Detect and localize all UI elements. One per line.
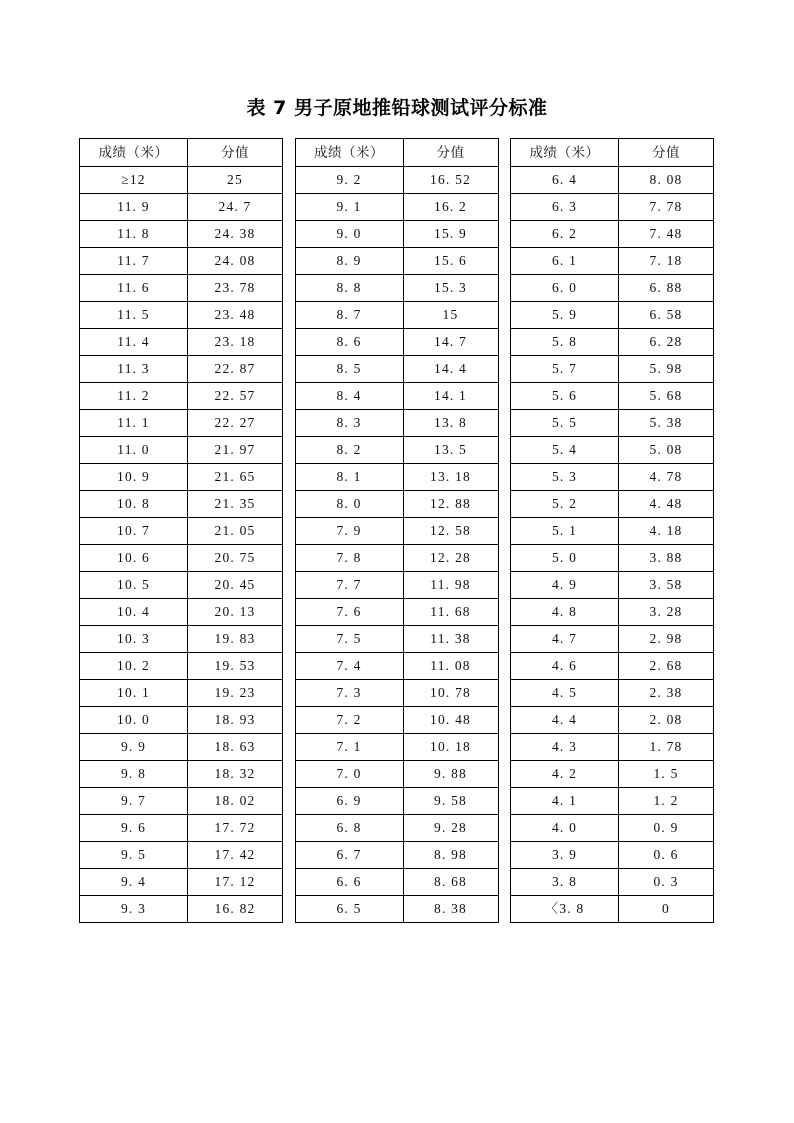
table-row	[80, 329, 283, 356]
table-row	[80, 869, 283, 896]
cell-result: 6. 0	[511, 275, 619, 302]
cell-score: 18. 63	[188, 734, 283, 761]
table-row	[295, 248, 498, 275]
cell-score: 14. 1	[403, 383, 498, 410]
cell-score: 15. 3	[403, 275, 498, 302]
table-row	[295, 410, 498, 437]
cell-result: 6. 8	[295, 815, 403, 842]
cell-score: 3. 88	[619, 545, 714, 572]
cell-result: 4. 8	[511, 599, 619, 626]
cell-result: 6. 4	[511, 167, 619, 194]
table-row	[511, 842, 714, 869]
table-row	[511, 410, 714, 437]
cell-score: 10. 48	[403, 707, 498, 734]
cell-score: 22. 87	[188, 356, 283, 383]
cell-score: 13. 18	[403, 464, 498, 491]
table-row	[511, 221, 714, 248]
table-row	[80, 410, 283, 437]
table-row	[295, 734, 498, 761]
cell-score: 5. 08	[619, 437, 714, 464]
table-row	[295, 356, 498, 383]
cell-result: 7. 7	[295, 572, 403, 599]
cell-result: 5. 1	[511, 518, 619, 545]
table-row	[80, 680, 283, 707]
cell-score: 2. 68	[619, 653, 714, 680]
column-header-result: 成绩（米）	[511, 139, 619, 167]
cell-score: 20. 45	[188, 572, 283, 599]
cell-score: 9. 58	[403, 788, 498, 815]
cell-result: 11. 9	[80, 194, 188, 221]
table-row	[295, 815, 498, 842]
cell-score: 14. 7	[403, 329, 498, 356]
cell-result: 8. 4	[295, 383, 403, 410]
cell-score: 22. 57	[188, 383, 283, 410]
cell-result: 10. 4	[80, 599, 188, 626]
cell-result: 5. 9	[511, 302, 619, 329]
table-row	[295, 842, 498, 869]
cell-score: 2. 38	[619, 680, 714, 707]
cell-score: 19. 53	[188, 653, 283, 680]
score-table	[510, 138, 714, 923]
table-row	[295, 437, 498, 464]
table-row	[295, 167, 498, 194]
cell-score: 0. 3	[619, 869, 714, 896]
cell-result: 9. 1	[295, 194, 403, 221]
cell-score: 21. 65	[188, 464, 283, 491]
cell-result: 11. 7	[80, 248, 188, 275]
cell-score: 5. 98	[619, 356, 714, 383]
cell-score: 8. 98	[403, 842, 498, 869]
cell-result: 7. 9	[295, 518, 403, 545]
cell-score: 2. 98	[619, 626, 714, 653]
table-row	[80, 194, 283, 221]
cell-result: 5. 7	[511, 356, 619, 383]
score-table-block-1	[79, 138, 282, 923]
table-row	[80, 653, 283, 680]
table-row	[80, 599, 283, 626]
cell-result: 11. 4	[80, 329, 188, 356]
cell-score: 1. 2	[619, 788, 714, 815]
table-row	[295, 464, 498, 491]
table-row	[295, 518, 498, 545]
cell-result: 4. 5	[511, 680, 619, 707]
cell-result: 7. 3	[295, 680, 403, 707]
table-row	[511, 329, 714, 356]
table-row	[511, 167, 714, 194]
cell-score: 23. 48	[188, 302, 283, 329]
table-row	[511, 275, 714, 302]
cell-result: 5. 5	[511, 410, 619, 437]
cell-score: 2. 08	[619, 707, 714, 734]
cell-result: 8. 3	[295, 410, 403, 437]
cell-result: 8. 8	[295, 275, 403, 302]
cell-score: 15. 9	[403, 221, 498, 248]
cell-score: 24. 38	[188, 221, 283, 248]
cell-result: 6. 2	[511, 221, 619, 248]
cell-score: 8. 38	[403, 896, 498, 923]
table-row	[511, 194, 714, 221]
table-header-row	[511, 139, 714, 167]
cell-result: 4. 0	[511, 815, 619, 842]
cell-result: 5. 4	[511, 437, 619, 464]
cell-score: 11. 98	[403, 572, 498, 599]
table-row	[511, 761, 714, 788]
table-row	[80, 275, 283, 302]
score-table	[295, 138, 499, 923]
cell-result: 10. 0	[80, 707, 188, 734]
cell-score: 11. 38	[403, 626, 498, 653]
cell-result: 3. 8	[511, 869, 619, 896]
cell-result: 11. 2	[80, 383, 188, 410]
cell-result: 6. 1	[511, 248, 619, 275]
score-table-block-3	[510, 138, 713, 923]
table-row	[295, 680, 498, 707]
cell-score: 15	[403, 302, 498, 329]
cell-result: 4. 3	[511, 734, 619, 761]
cell-score: 21. 05	[188, 518, 283, 545]
cell-score: 7. 18	[619, 248, 714, 275]
table-row	[295, 383, 498, 410]
cell-score: 15. 6	[403, 248, 498, 275]
table-row	[295, 194, 498, 221]
page-title: 表 7 男子原地推铅球测试评分标准	[246, 97, 548, 119]
cell-score: 17. 12	[188, 869, 283, 896]
cell-score: 18. 32	[188, 761, 283, 788]
table-row	[80, 221, 283, 248]
table-row	[80, 491, 283, 518]
table-row	[511, 680, 714, 707]
cell-score: 21. 97	[188, 437, 283, 464]
cell-result: 6. 5	[295, 896, 403, 923]
cell-result: 7. 8	[295, 545, 403, 572]
cell-result: 8. 9	[295, 248, 403, 275]
cell-result: 9. 0	[295, 221, 403, 248]
table-row	[80, 248, 283, 275]
cell-result: 10. 9	[80, 464, 188, 491]
cell-result: 10. 3	[80, 626, 188, 653]
cell-result: 10. 5	[80, 572, 188, 599]
cell-result: 7. 5	[295, 626, 403, 653]
cell-result: 4. 1	[511, 788, 619, 815]
column-header-score: 分值	[403, 139, 498, 167]
cell-score: 21. 35	[188, 491, 283, 518]
cell-score: 4. 48	[619, 491, 714, 518]
cell-result: 8. 2	[295, 437, 403, 464]
table-row	[80, 572, 283, 599]
cell-score: 9. 28	[403, 815, 498, 842]
cell-score: 13. 8	[403, 410, 498, 437]
cell-score: 18. 02	[188, 788, 283, 815]
cell-result: 4. 7	[511, 626, 619, 653]
cell-result: 10. 6	[80, 545, 188, 572]
cell-result: 10. 2	[80, 653, 188, 680]
cell-result: 9. 5	[80, 842, 188, 869]
table-row	[511, 545, 714, 572]
cell-score: 25	[188, 167, 283, 194]
table-row	[295, 572, 498, 599]
cell-score: 24. 08	[188, 248, 283, 275]
table-row	[80, 302, 283, 329]
cell-result: 8. 5	[295, 356, 403, 383]
table-row	[295, 626, 498, 653]
cell-score: 7. 78	[619, 194, 714, 221]
cell-result: 9. 2	[295, 167, 403, 194]
table-row	[295, 761, 498, 788]
table-row	[511, 734, 714, 761]
cell-score: 16. 2	[403, 194, 498, 221]
table-row	[511, 815, 714, 842]
table-row	[80, 167, 283, 194]
cell-score: 13. 5	[403, 437, 498, 464]
table-row	[295, 545, 498, 572]
cell-result: 11. 1	[80, 410, 188, 437]
table-row	[80, 761, 283, 788]
table-row	[511, 572, 714, 599]
table-row	[295, 707, 498, 734]
cell-score: 18. 93	[188, 707, 283, 734]
cell-score: 4. 78	[619, 464, 714, 491]
table-row	[80, 842, 283, 869]
cell-result: 10. 1	[80, 680, 188, 707]
cell-result: 7. 6	[295, 599, 403, 626]
cell-score: 9. 88	[403, 761, 498, 788]
cell-score: 6. 88	[619, 275, 714, 302]
cell-result: 11. 0	[80, 437, 188, 464]
cell-score: 6. 58	[619, 302, 714, 329]
cell-result: 9. 9	[80, 734, 188, 761]
cell-score: 23. 18	[188, 329, 283, 356]
cell-result: 6. 9	[295, 788, 403, 815]
cell-score: 4. 18	[619, 518, 714, 545]
cell-result: 7. 0	[295, 761, 403, 788]
cell-score: 16. 82	[188, 896, 283, 923]
cell-result: 4. 2	[511, 761, 619, 788]
table-row	[80, 464, 283, 491]
cell-score: 16. 52	[403, 167, 498, 194]
cell-score: 12. 58	[403, 518, 498, 545]
cell-result: 8. 0	[295, 491, 403, 518]
cell-result: 5. 6	[511, 383, 619, 410]
table-row	[511, 518, 714, 545]
table-row	[511, 383, 714, 410]
table-row	[80, 356, 283, 383]
cell-score: 8. 68	[403, 869, 498, 896]
cell-result: 〈3. 8	[511, 896, 619, 923]
column-header-score: 分值	[619, 139, 714, 167]
cell-result: 4. 9	[511, 572, 619, 599]
table-row	[80, 734, 283, 761]
column-header-result: 成绩（米）	[295, 139, 403, 167]
table-row	[295, 221, 498, 248]
table-row	[511, 869, 714, 896]
cell-score: 19. 83	[188, 626, 283, 653]
cell-score: 11. 68	[403, 599, 498, 626]
cell-result: 6. 7	[295, 842, 403, 869]
cell-score: 10. 78	[403, 680, 498, 707]
table-row	[511, 896, 714, 923]
table-row	[80, 518, 283, 545]
column-header-score: 分值	[188, 139, 283, 167]
cell-score: 20. 75	[188, 545, 283, 572]
table-row	[295, 491, 498, 518]
cell-score: 3. 58	[619, 572, 714, 599]
table-row	[80, 707, 283, 734]
cell-result: 9. 7	[80, 788, 188, 815]
cell-score: 22. 27	[188, 410, 283, 437]
cell-result: 7. 1	[295, 734, 403, 761]
table-row	[511, 707, 714, 734]
cell-score: 12. 28	[403, 545, 498, 572]
table-row	[80, 815, 283, 842]
table-row	[511, 626, 714, 653]
table-row	[511, 599, 714, 626]
cell-score: 0. 6	[619, 842, 714, 869]
cell-result: 6. 6	[295, 869, 403, 896]
table-row	[511, 302, 714, 329]
table-header-row	[80, 139, 283, 167]
cell-score: 0	[619, 896, 714, 923]
cell-result: 7. 4	[295, 653, 403, 680]
cell-score: 1. 78	[619, 734, 714, 761]
cell-score: 11. 08	[403, 653, 498, 680]
table-row	[511, 248, 714, 275]
cell-result: 5. 2	[511, 491, 619, 518]
cell-score: 6. 28	[619, 329, 714, 356]
table-row	[295, 599, 498, 626]
table-row	[295, 653, 498, 680]
cell-result: 3. 9	[511, 842, 619, 869]
cell-score: 17. 42	[188, 842, 283, 869]
cell-result: 10. 8	[80, 491, 188, 518]
cell-result: 4. 4	[511, 707, 619, 734]
cell-score: 20. 13	[188, 599, 283, 626]
cell-result: 11. 6	[80, 275, 188, 302]
table-header-row	[295, 139, 498, 167]
table-row	[295, 275, 498, 302]
column-header-result: 成绩（米）	[80, 139, 188, 167]
cell-score: 10. 18	[403, 734, 498, 761]
cell-result: 5. 8	[511, 329, 619, 356]
table-row	[295, 302, 498, 329]
cell-result: 10. 7	[80, 518, 188, 545]
table-row	[511, 788, 714, 815]
cell-result: 6. 3	[511, 194, 619, 221]
cell-result: 11. 8	[80, 221, 188, 248]
table-row	[511, 464, 714, 491]
cell-result: 5. 3	[511, 464, 619, 491]
cell-result: 4. 6	[511, 653, 619, 680]
cell-result: 8. 1	[295, 464, 403, 491]
table-row	[80, 788, 283, 815]
cell-result: 7. 2	[295, 707, 403, 734]
scoring-tables-container	[79, 138, 713, 923]
cell-result: 5. 0	[511, 545, 619, 572]
table-row	[511, 437, 714, 464]
cell-score: 19. 23	[188, 680, 283, 707]
cell-score: 5. 68	[619, 383, 714, 410]
table-row	[80, 437, 283, 464]
score-table	[79, 138, 283, 923]
score-table-block-2	[295, 138, 498, 923]
cell-result: 9. 3	[80, 896, 188, 923]
cell-score: 8. 08	[619, 167, 714, 194]
cell-result: 9. 4	[80, 869, 188, 896]
cell-result: 11. 5	[80, 302, 188, 329]
cell-result: 9. 6	[80, 815, 188, 842]
cell-score: 5. 38	[619, 410, 714, 437]
table-row	[295, 329, 498, 356]
cell-score: 1. 5	[619, 761, 714, 788]
table-row	[80, 383, 283, 410]
cell-score: 3. 28	[619, 599, 714, 626]
table-row	[511, 653, 714, 680]
cell-result: 8. 6	[295, 329, 403, 356]
cell-result: 8. 7	[295, 302, 403, 329]
cell-score: 17. 72	[188, 815, 283, 842]
table-row	[80, 626, 283, 653]
cell-result: ≥12	[80, 167, 188, 194]
cell-score: 14. 4	[403, 356, 498, 383]
cell-result: 9. 8	[80, 761, 188, 788]
cell-score: 23. 78	[188, 275, 283, 302]
table-row	[80, 545, 283, 572]
cell-score: 7. 48	[619, 221, 714, 248]
table-row	[295, 896, 498, 923]
table-row	[80, 896, 283, 923]
table-row	[511, 356, 714, 383]
table-row	[511, 491, 714, 518]
cell-score: 24. 7	[188, 194, 283, 221]
table-row	[295, 788, 498, 815]
cell-result: 11. 3	[80, 356, 188, 383]
table-row	[295, 869, 498, 896]
cell-score: 0. 9	[619, 815, 714, 842]
cell-score: 12. 88	[403, 491, 498, 518]
